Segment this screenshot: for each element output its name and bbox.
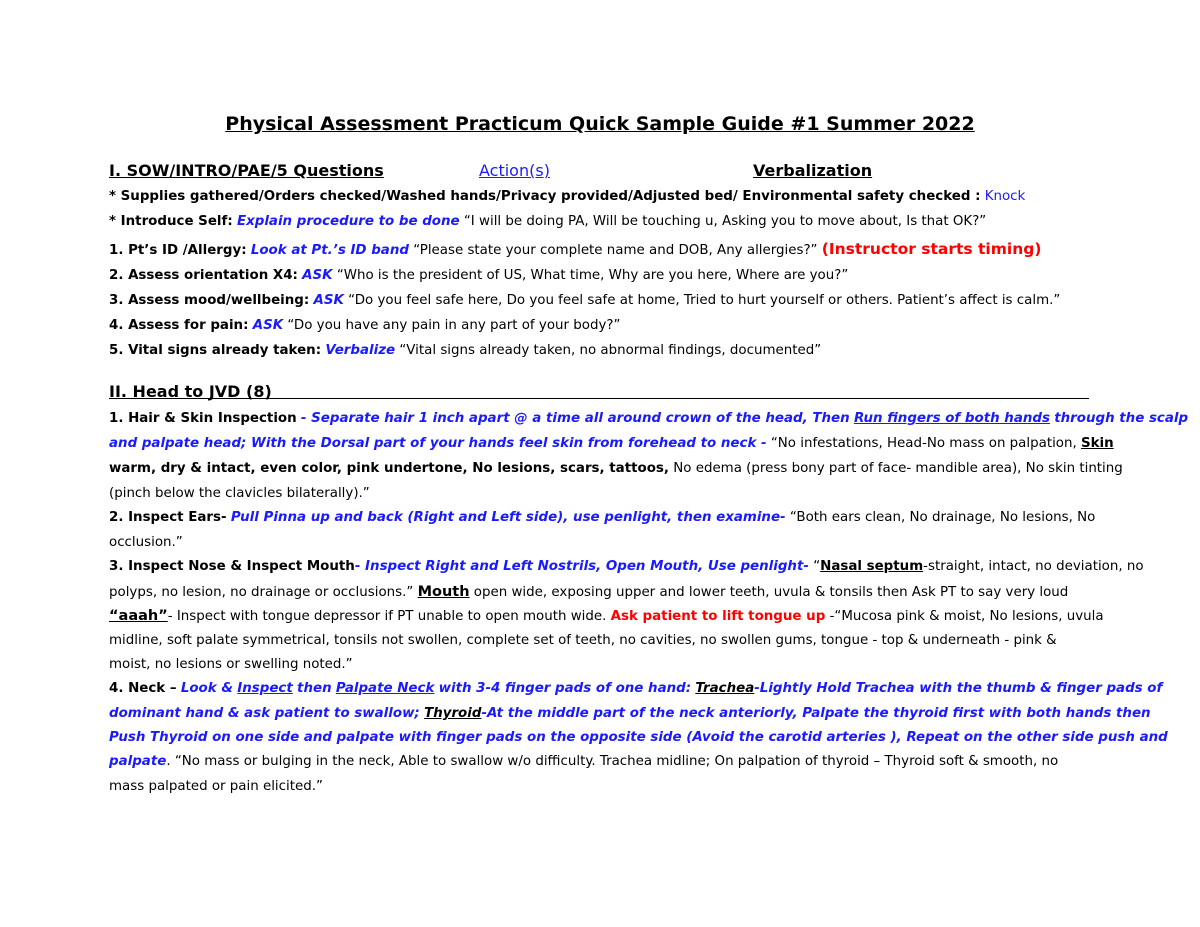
nose-verbal-1: -straight, intact, no deviation, no <box>923 559 1144 574</box>
ears-label: 2. Inspect Ears- <box>109 510 227 525</box>
hair-skin-verbal-3: No edema (press bony part of face- mandible area), No skin tinting <box>673 461 1123 476</box>
ears-action: Pull Pinna up and back (Right and Left side), use penlight, then examine- <box>230 510 786 525</box>
neck-action-4: palpate <box>109 754 167 769</box>
neck-verbal-4: . “No mass or bulging in the neck, Able to swallow w/o difficulty. Trachea midline; On palpation of thyroid – Thyroid soft & smooth, no <box>166 754 1059 769</box>
nose-mouth-line-2 <box>109 584 1068 600</box>
orientation-action: ASK <box>302 268 333 283</box>
aaah-keyword: “aaah” <box>109 608 168 624</box>
nasal-septum-keyword: Nasal septum <box>820 559 924 574</box>
knock-action: Knock <box>984 189 1026 204</box>
neck-line-4 <box>109 754 1058 769</box>
pain-label: 4. Assess for pain: <box>109 318 249 333</box>
section2-divider <box>109 398 1089 399</box>
section1-heading: I. SOW/INTRO/PAE/5 Questions <box>109 161 384 180</box>
pt-id-verbal: “Please state your complete name and DOB, Any allergies?” <box>413 243 818 258</box>
mouth-verbal-3: - Inspect with tongue depressor if PT unable to open mouth wide. <box>167 609 607 624</box>
nose-mouth-line-1 <box>109 559 1144 574</box>
item-vital-signs <box>109 343 821 358</box>
neck-action-1c: -Lightly Hold Trachea with the thumb & finger pads of <box>754 681 1163 696</box>
trachea-keyword: Trachea <box>695 681 755 696</box>
vital-signs-action: Verbalize <box>325 343 396 358</box>
thyroid-keyword: Thyroid <box>424 706 482 721</box>
nose-mouth-action: - Inspect Right and Left Nostrils, Open Mouth, Use penlight- <box>354 559 809 574</box>
vital-signs-verbal: “Vital signs already taken, no abnormal findings, documented” <box>399 343 822 358</box>
item-pain <box>109 318 620 333</box>
page-title: Physical Assessment Practicum Quick Sample Guide #1 Summer 2022 <box>225 113 975 135</box>
neck-action-3: Push Thyroid on one side and palpate with finger pads on the opposite side (Avoid the carotid arteries ), Repeat on the other side push and <box>109 730 1168 745</box>
hair-skin-line-4: (pinch below the clavicles bilaterally).” <box>109 486 370 501</box>
pain-action: ASK <box>252 318 284 333</box>
hair-skin-label: 1. Hair & Skin Inspection <box>109 411 297 426</box>
pt-id-label: 1. Pt’s ID /Allergy: <box>109 243 247 258</box>
neck-inspect-keyword: Inspect <box>237 681 293 696</box>
lift-tongue-note: Ask patient to lift tongue up <box>610 609 826 624</box>
section1-header <box>109 161 872 180</box>
hair-skin-line-1 <box>109 411 1188 426</box>
neck-line-1 <box>109 681 1162 696</box>
nose-mouth-line-3 <box>109 608 1104 624</box>
neck-line-5: mass palpated or pain elicited.” <box>109 779 323 794</box>
orientation-verbal: “Who is the president of US, What time, Why are you here, Where are you?” <box>336 268 849 283</box>
mood-label: 3. Assess mood/wellbeing: <box>109 293 310 308</box>
hair-skin-verbal-3b: warm, dry & intact, even color, pink undertone, No lesions, scars, tattoos, <box>109 461 669 476</box>
mouth-keyword: Mouth <box>417 584 470 600</box>
supplies-line <box>109 189 1025 204</box>
vital-signs-label: 5. Vital signs already taken: <box>109 343 322 358</box>
hair-skin-action-2: and palpate head; With the Dorsal part of your hands feel skin from forehead to neck - <box>109 436 767 451</box>
pt-id-action: Look at Pt.’s ID band <box>250 243 409 258</box>
nose-mouth-label: 3. Inspect Nose & Inspect Mouth <box>109 559 355 574</box>
introduce-self-label: * Introduce Self: <box>109 214 233 229</box>
neck-action-look: Look & <box>180 681 234 696</box>
nose-quote: “ <box>813 559 821 574</box>
neck-action-2: dominant hand & ask patient to swallow; <box>109 706 420 721</box>
neck-then: then <box>297 681 332 696</box>
orientation-label: 2. Assess orientation X4: <box>109 268 298 283</box>
introduce-self-line <box>109 214 986 229</box>
actions-column-heading: Action(s) <box>479 161 550 180</box>
ears-verbal: “Both ears clean, No drainage, No lesions, No <box>789 510 1096 525</box>
introduce-self-verbal: “I will be doing PA, Will be touching u, Asking you to move about, Is that OK?” <box>463 214 987 229</box>
ears-line-2: occlusion.” <box>109 535 183 550</box>
hair-skin-action-1b: through the scalp <box>1054 411 1189 426</box>
verbalization-column-heading: Verbalization <box>753 161 873 180</box>
pain-verbal: “Do you have any pain in any part of your body?” <box>287 318 621 333</box>
hair-skin-line-2 <box>109 436 1114 451</box>
neck-action-1b: with 3-4 finger pads of one hand: <box>438 681 692 696</box>
neck-line-3 <box>109 730 1168 745</box>
mood-verbal: “Do you feel safe here, Do you feel safe at home, Tried to hurt yourself or others. Patient’s affect is calm.” <box>348 293 1061 308</box>
nose-mouth-line-4: midline, soft palate symmetrical, tonsils not swollen, complete set of teeth, no cavities, no swollen gums, tongue - top & underneath - pink & <box>109 633 1057 648</box>
neck-label: 4. Neck – <box>109 681 177 696</box>
mood-action: ASK <box>313 293 344 308</box>
neck-palpate-keyword: Palpate Neck <box>335 681 435 696</box>
hair-skin-verbal-2: “No infestations, Head-No mass on palpation, <box>770 436 1077 451</box>
neck-line-2 <box>109 706 1151 721</box>
item-pt-id-allergy <box>109 240 1041 258</box>
introduce-self-action: Explain procedure to be done <box>236 214 460 229</box>
ears-line-1 <box>109 510 1095 525</box>
section2-heading: II. Head to JVD (8) <box>109 382 272 401</box>
item-orientation <box>109 268 848 283</box>
mouth-verbal-3b: -“Mucosa pink & moist, No lesions, uvula <box>829 609 1104 624</box>
hair-skin-line-3 <box>109 461 1123 476</box>
skin-keyword: Skin <box>1081 436 1114 451</box>
instructor-timing-note: (Instructor starts timing) <box>821 240 1042 258</box>
supplies-text: * Supplies gathered/Orders checked/Washed hands/Privacy provided/Adjusted bed/ Environmental safety checked : <box>109 189 981 204</box>
mouth-verbal-2b: open wide, exposing upper and lower teeth, uvula & tonsils then Ask PT to say very loud <box>473 585 1069 600</box>
run-fingers-text: Run fingers of both hands <box>853 411 1050 426</box>
nose-verbal-2: polyps, no lesion, no drainage or occlusions.” <box>109 585 414 600</box>
item-mood <box>109 293 1060 308</box>
hair-skin-action-1: - Separate hair 1 inch apart @ a time all around crown of the head, Then <box>300 411 850 426</box>
nose-mouth-line-5: moist, no lesions or swelling noted.” <box>109 657 353 672</box>
neck-action-2b: -At the middle part of the neck anteriorly, Palpate the thyroid first with both hands then <box>481 706 1151 721</box>
